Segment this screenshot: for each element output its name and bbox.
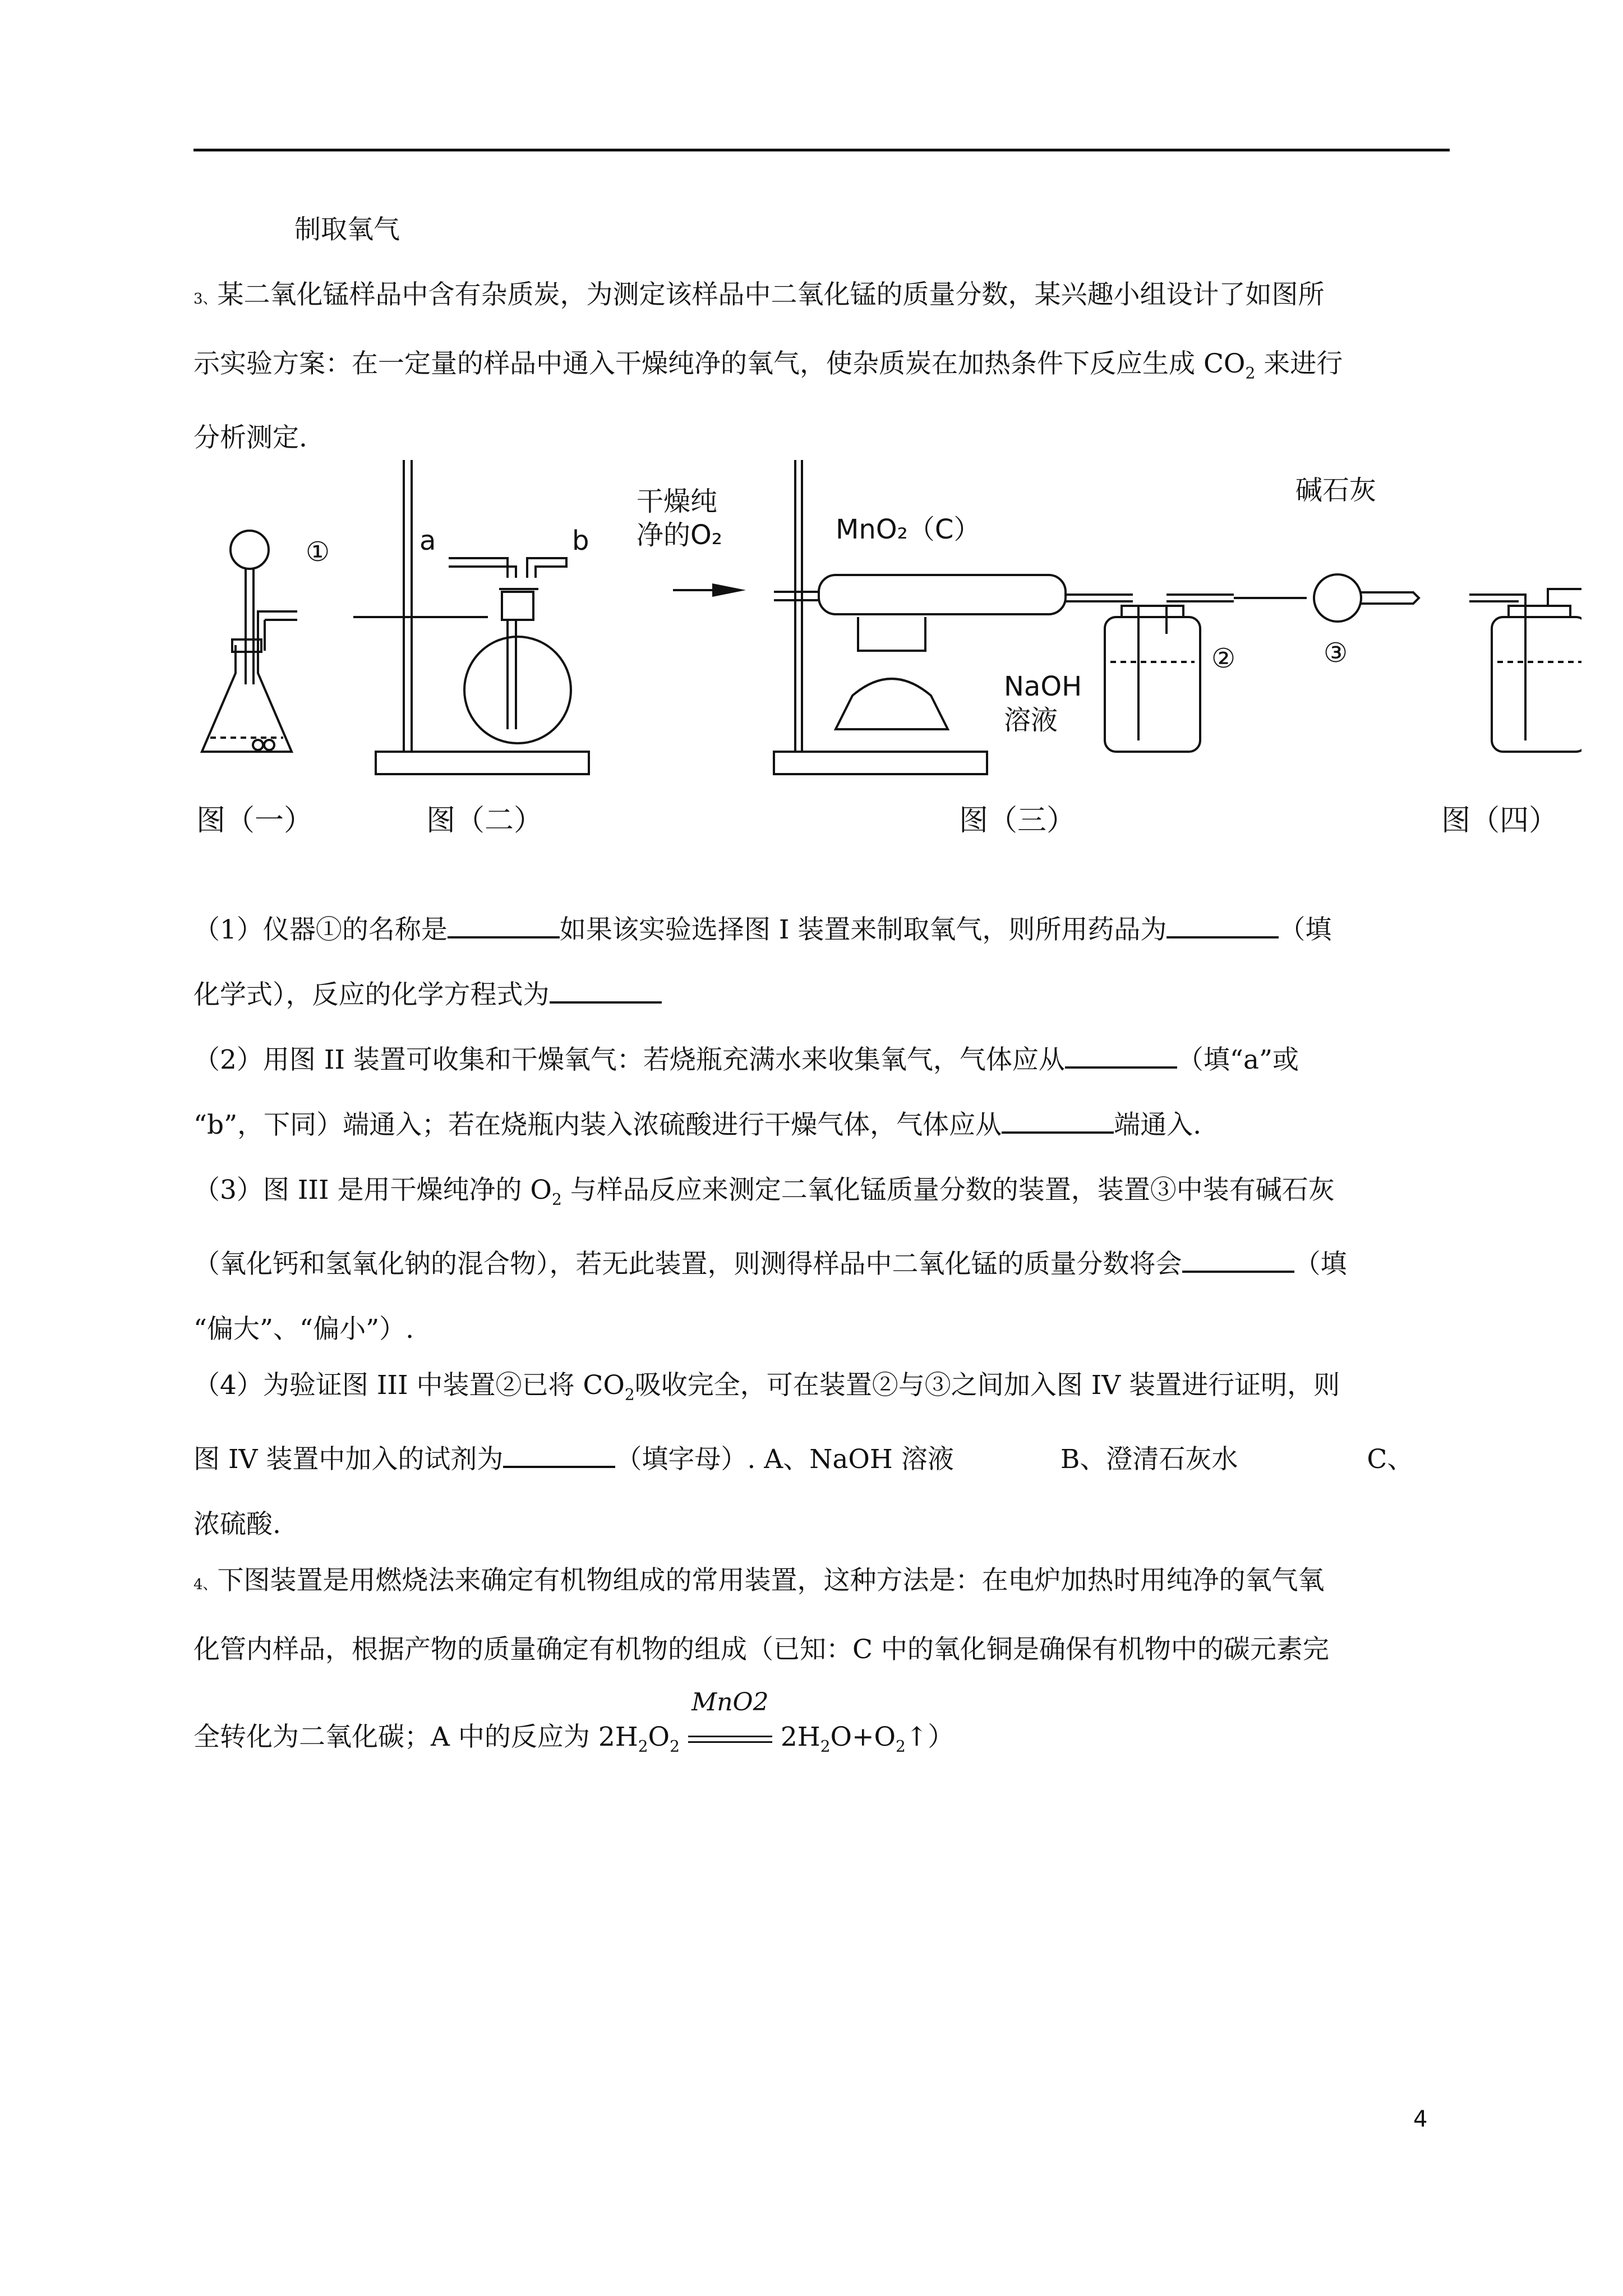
gas-flow-arrow-icon <box>712 583 746 597</box>
wash-bottle-apparatus <box>1469 589 1581 752</box>
answer-blank[interactable] <box>503 1443 615 1468</box>
round-flask-apparatus <box>353 460 589 774</box>
q3-line-1: （3）图 III 是用干燥纯净的 $O_2$ 与样品反应来测定二氧化锰质量分数的装置，装置③中装有碱石灰 <box>193 1175 1335 1209</box>
q4-block <box>193 1548 1450 1779</box>
q3-intro-line-2: 示实验方案：在一定量的样品中通入干燥纯净的氧气，使杂质炭在加热条件下反应生成 $CO_2$ 来进行 <box>193 348 1343 383</box>
answer-blank[interactable] <box>1166 914 1279 938</box>
figure-4-label: 图（四） <box>1441 804 1559 838</box>
answer-blank[interactable] <box>1065 1044 1177 1069</box>
answer-blank[interactable] <box>550 979 662 1004</box>
q3-intro <box>193 263 1450 471</box>
q4-text-line-1: 4、下图装置是用燃烧法来确定有机物组成的常用装置，这种方法是：在电炉加热时用纯净的氧气氧 <box>193 1565 1325 1596</box>
apparatus-figure <box>179 449 1581 853</box>
figure-2-label: 图（二） <box>426 804 543 838</box>
q3-line-2: （氧化钙和氢氧化钠的混合物），若无此装置，则测得样品中二氧化锰的质量分数将会 （填 <box>193 1249 1347 1280</box>
question-4 <box>193 1353 1450 1557</box>
soda-lime-label: 碱石灰 <box>1295 475 1377 506</box>
q2-line-1: （2）用图 II 装置可收集和干燥氧气：若烧瓶充满水来收集氧气，气体应从 （填“a”或 <box>193 1045 1299 1075</box>
mark-2: ② <box>1211 643 1236 674</box>
q3-line-3: “偏大”、“偏小”）. <box>193 1314 414 1345</box>
apparatus-drawing <box>179 449 1581 853</box>
mark-1: ① <box>306 536 330 568</box>
q1-line-1: （1）仪器①的名称是 如果该实验选择图 I 装置来制取氧气，则所用药品为 （填 <box>193 914 1332 945</box>
figure-1-label: 图（一） <box>196 804 313 838</box>
answer-blank[interactable] <box>448 914 560 938</box>
q4-line-2: 图 IV 装置中加入的试剂为 （填字母）. A、NaOH 溶液 B、澄清石灰水 C、 <box>193 1444 1414 1475</box>
answer-blank[interactable] <box>1002 1109 1114 1134</box>
q4-text-line-3: 全转化为二氧化碳；A 中的反应为 $2H_2O_2$ MnO2 $2H_2O+O_2↑$） <box>193 1705 1450 1779</box>
q4-text-line-2: 化管内样品，根据产物的质量确定有机物的组成（已知：C 中的氧化铜是确保有机物中的碳元素完 <box>193 1634 1329 1665</box>
conical-flask-apparatus <box>202 531 297 752</box>
section-title: 制取氧气 <box>294 214 400 245</box>
port-a-label: a <box>419 525 436 556</box>
answer-blank[interactable] <box>1182 1248 1294 1273</box>
q4-line-3: 浓硫酸. <box>193 1509 281 1540</box>
q3-intro-line-1: 3、某二氧化锰样品中含有杂质炭，为测定该样品中二氧化锰的质量分数，某兴趣小组设计了如图所 <box>193 279 1325 310</box>
q1-line-2: 化学式），反应的化学方程式为 <box>193 963 1450 1028</box>
q4-line-1: （4）为验证图 III 中装置②已将 $CO_2$吸收完全，可在装置②与③之间加入图 IV 装置进行证明，则 <box>193 1370 1340 1404</box>
sample-label: MnO₂（C） <box>836 514 981 545</box>
page-number: 4 <box>1413 2106 1428 2132</box>
question-2 <box>193 1028 1450 1158</box>
q2-line-2: “b”，下同）端通入；若在烧瓶内装入浓硫酸进行干燥气体，气体应从 端通入. <box>193 1110 1202 1140</box>
port-b-label: b <box>572 525 589 556</box>
question-1 <box>193 898 1450 1028</box>
oxygen-inlet-label-1: 干燥纯 <box>637 486 718 517</box>
q3-intro-line-3: 分析测定. <box>193 422 307 454</box>
naoh-label-2: 溶液 <box>1004 705 1058 736</box>
mark-3: ③ <box>1324 637 1348 669</box>
question-3 <box>193 1158 1450 1362</box>
oxygen-inlet-label-2: 净的O₂ <box>637 519 723 551</box>
combustion-apparatus <box>774 460 1419 774</box>
header-rule <box>193 149 1450 151</box>
naoh-label-1: NaOH <box>1004 671 1082 702</box>
reaction-arrow: MnO2 <box>688 1705 772 1770</box>
figure-3-label: 图（三） <box>959 804 1076 838</box>
